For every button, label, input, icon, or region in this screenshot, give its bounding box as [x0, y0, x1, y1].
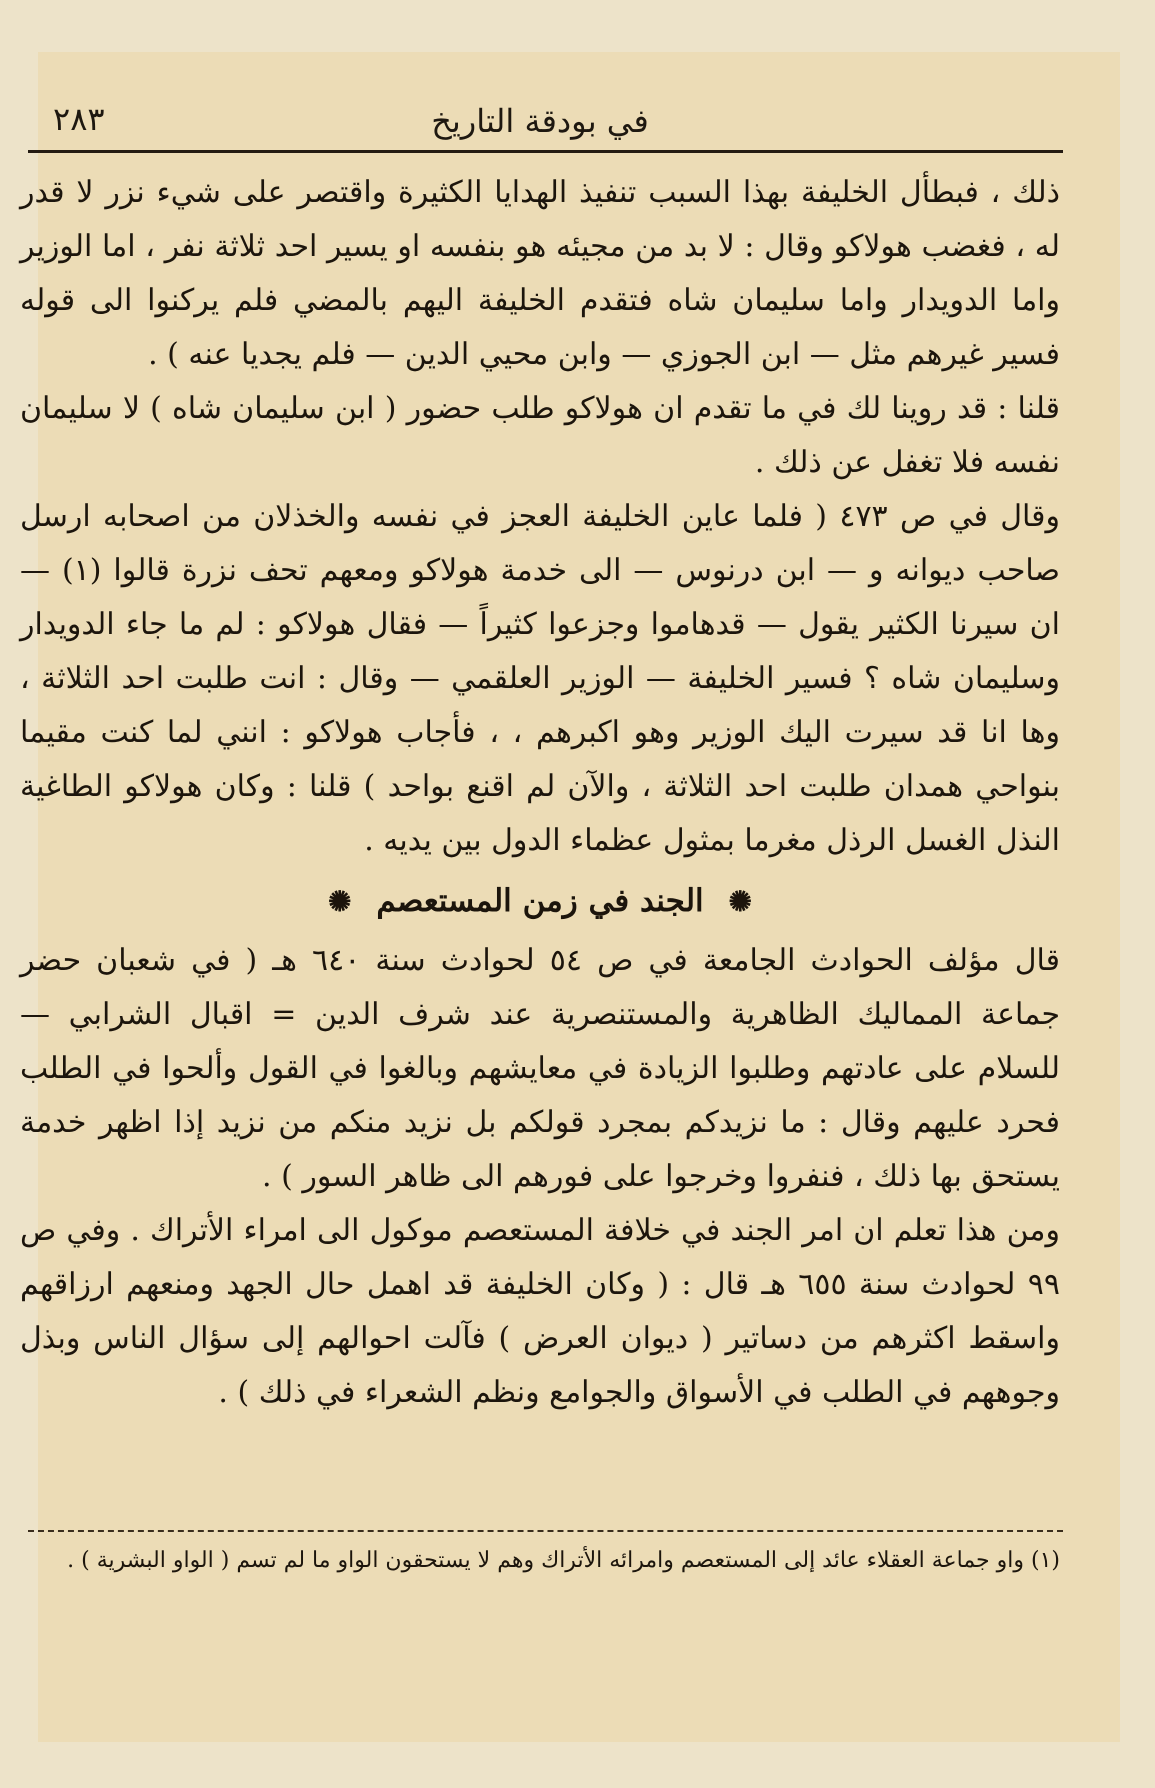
paragraph: قلنا : قد روينا لك في ما تقدم ان هولاكو طلب حضور ( ابن سليمان شاه ) لا سليمان نفسه فلا تغفل عن ذلك .: [20, 391, 1060, 480]
header-rule: [28, 150, 1063, 153]
paragraph: ذلك ، فبطأل الخليفة بهذا السبب تنفيذ الهدايا الكثيرة واقتصر على شيء نزر لا قدر له ، فغضب هولاكو وقال : لا بد من مجيئه هو بنفسه او يسير احد ثلاثة نفر ، اما الوزير واما الدويدار واما سليمان شاه فتقدم الخليفة اليهم بالمضي فلم يركنوا الى قوله فسير غيرهم مثل — ابن الجوزي — وابن محيي الدين — فلم يجديا عنه ) .: [20, 175, 1060, 372]
footnote: (١) واو جماعة العقلاء عائد إلى المستعصم وامرائه الأتراك وهم لا يستحقون الواو ما لم تسم ( الواو البشرية ) .: [67, 1548, 1060, 1573]
section-heading-text: الجند في زمن المستعصم: [376, 883, 704, 919]
running-title: في بودقة التاريخ: [431, 102, 649, 140]
section-heading: [20, 868, 1060, 934]
ornament-icon: ✺: [328, 885, 352, 918]
page-number: ٢٨٣: [53, 100, 105, 138]
paragraph: ومن هذا تعلم ان امر الجند في خلافة المستعصم موكول الى امراء الأتراك . وفي ص ٩٩ لحوادث سنة ٦٥٥ هـ قال : ( وكان الخليفة قد اهمل حال الجهد ومنعهم ارزاقهم واسقط اكثرهم من دساتير ( ديوان العرض ) فآلت احوالهم إلى سؤال الناس وبذل وجوههم في الطلب في الأسواق والجوامع ونظم الشعراء في ذلك ) .: [20, 1213, 1060, 1410]
footnote-separator: [28, 1530, 1063, 1532]
ornament-icon: ✺: [728, 885, 752, 918]
paragraph: وقال في ص ٤٧٣ ( فلما عاين الخليفة العجز في نفسه والخذلان من اصحابه ارسل صاحب ديوانه و — ابن درنوس — الى خدمة هولاكو ومعهم تحف نزرة قالوا (١) — ان سيرنا الكثير يقول — قدهاموا وجزعوا كثيراً — فقال هولاكو : لم ما جاء الدويدار وسليمان شاه ؟ فسير الخليفة — الوزير العلقمي — وقال : انت طلبت احد الثلاثة ، وها انا قد سيرت اليك الوزير وهو اكبرهم ، ، فأجاب هولاكو : انني لما كنت مقيما بنواحي همدان طلبت احد الثلاثة ، والآن لم اقنع بواحد ) قلنا : وكان هولاكو الطاغية النذل الغسل الرذل مغرما بمثول عظماء الدول بين يديه .: [20, 499, 1060, 858]
paragraph: قال مؤلف الحوادث الجامعة في ص ٥٤ لحوادث سنة ٦٤٠ هـ ( في شعبان حضر جماعة المماليك الظاهرية والمستنصرية عند شرف الدين = اقبال الشرابي — للسلام على عادتهم وطلبوا الزيادة في معايشهم وبالغوا في القول وألحوا في الطلب فحرد عليهم وقال : ما نزيدكم بمجرد قولكم بل نزيد منكم من نزيد إذا اظهر خدمة يستحق بها ذلك ، فنفروا وخرجوا على فورهم الى ظاهر السور ) .: [20, 943, 1060, 1194]
page-body: [20, 166, 1060, 1420]
